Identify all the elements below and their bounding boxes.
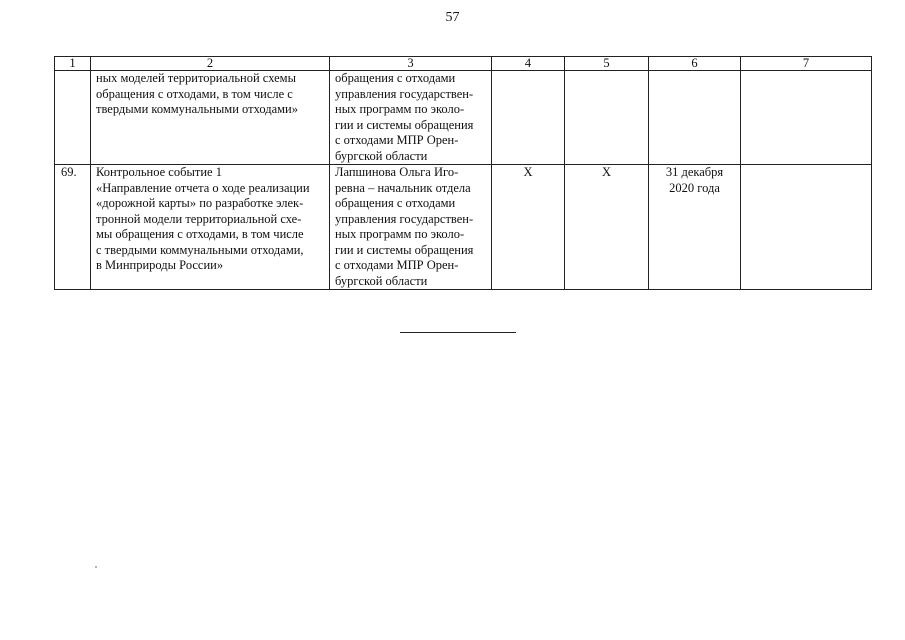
plan-table: [54, 56, 872, 290]
cell-col5: Х: [565, 165, 649, 290]
header-cell: 7: [741, 57, 872, 71]
event-name-cell: ных моделей территориальной схемы обращения с отходами, в том числе с твердыми коммунальными отходами»: [91, 71, 330, 165]
table-row: [55, 165, 872, 290]
deadline-cell: 31 декабря 2020 года: [649, 165, 741, 290]
table-header-row: [55, 57, 872, 71]
responsible-cell: обращения с отходами управления государствен- ных программ по эколо- гии и системы обращения с отходами МПР Орен- бургской области: [330, 71, 492, 165]
deadline-cell: [649, 71, 741, 165]
header-cell: 5: [565, 57, 649, 71]
cell-col7: [741, 165, 872, 290]
row-number-cell: 69.: [55, 165, 91, 290]
cell-col7: [741, 71, 872, 165]
cell-col4: Х: [492, 165, 565, 290]
end-of-document-rule: [400, 332, 516, 333]
responsible-cell: Лапшинова Ольга Иго- ревна – начальник отдела обращения с отходами управления государствен- ных программ по эколо- гии и системы обращения с отходами МПР Орен- бургской области: [330, 165, 492, 290]
header-cell: 1: [55, 57, 91, 71]
cell-col4: [492, 71, 565, 165]
page-number: 57: [445, 10, 460, 25]
cell-col5: [565, 71, 649, 165]
scan-speck: [95, 566, 97, 568]
event-name-cell: Контрольное событие 1 «Направление отчета о ходе реализации «дорожной карты» по разработке элек- тронной модели территориальной схе- мы обращения с отходами, в том числе с твердыми коммунальными отходами, в Минприроды России»: [91, 165, 330, 290]
header-cell: 3: [330, 57, 492, 71]
header-cell: 2: [91, 57, 330, 71]
table-row: [55, 71, 872, 165]
header-cell: 6: [649, 57, 741, 71]
row-number-cell: [55, 71, 91, 165]
header-cell: 4: [492, 57, 565, 71]
